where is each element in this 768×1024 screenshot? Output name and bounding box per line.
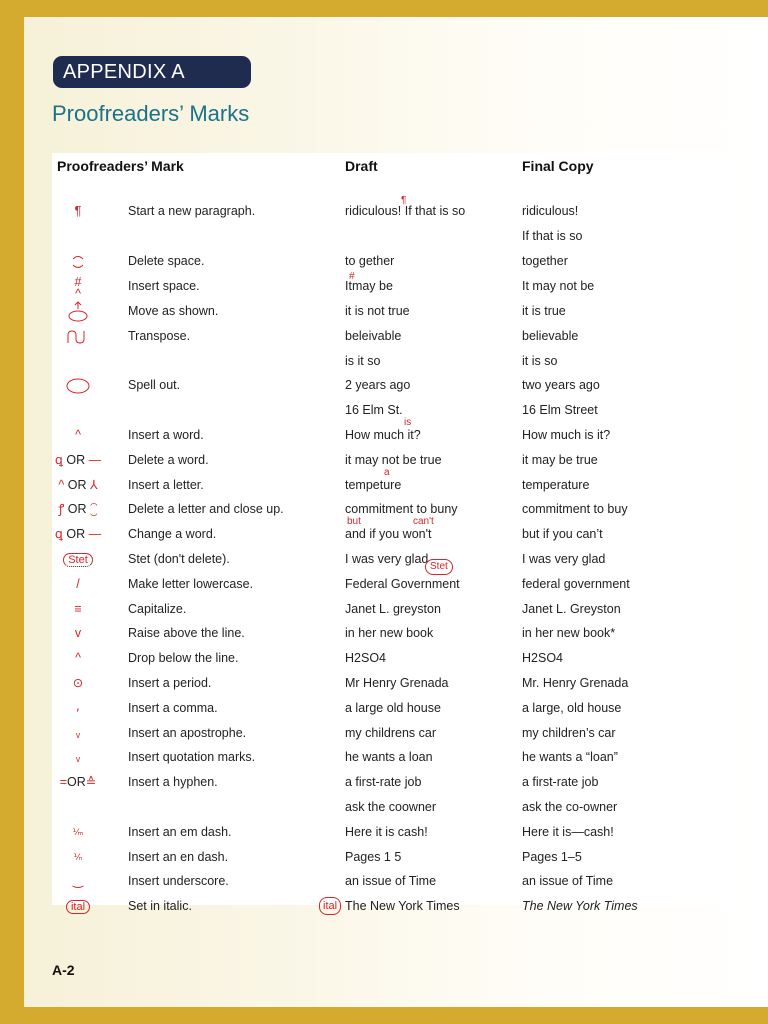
delete-mark <box>54 448 102 472</box>
final-text: in her new book* <box>522 626 616 640</box>
table-row <box>52 621 744 645</box>
caret-icon: ^ <box>58 478 65 492</box>
or-label: OR <box>67 502 87 516</box>
quotation-icon: ᵥ <box>75 750 81 764</box>
draft-text: The New York Times <box>345 899 460 913</box>
table-row <box>52 467 744 497</box>
draft-text: a large old house <box>345 701 441 715</box>
delete-icon: ꝗ <box>54 453 63 467</box>
table-row <box>52 497 744 521</box>
draft-text: Federal Government <box>345 577 460 591</box>
table-row <box>52 373 744 397</box>
table-row <box>52 299 744 323</box>
final-text: commitment to buy <box>522 502 628 516</box>
final-text: believable <box>522 329 579 343</box>
caret-icon: ^ <box>75 428 81 442</box>
final-text: If that is so <box>522 229 583 243</box>
paragraph-mark-icon: ¶ <box>74 203 82 218</box>
table-row <box>52 869 744 893</box>
strike-icon: — <box>88 453 102 467</box>
final-text: a large, old house <box>522 701 622 715</box>
or-label: OR <box>67 775 86 789</box>
table-row <box>52 195 744 223</box>
final-text: together <box>522 254 568 268</box>
hyphen-caret-icon: ≙ <box>85 775 97 789</box>
apostrophe-icon: ᵥ <box>75 726 81 740</box>
final-text: Pages 1–5 <box>522 850 582 864</box>
table-row <box>52 417 744 447</box>
appendix-label: APPENDIX A <box>53 56 251 88</box>
final-text: two years ago <box>522 378 600 392</box>
inserted-letter-mark: a <box>384 467 390 478</box>
triple-underline-icon: ≡ <box>74 602 82 616</box>
final-text: temperature <box>522 478 590 492</box>
draft-text: 16 Elm St. <box>345 403 403 417</box>
draft-text: How much it? <box>345 428 421 442</box>
draft-text: a first-rate job <box>345 775 422 789</box>
table-row <box>52 597 744 621</box>
or-label: OR <box>66 527 86 541</box>
spell-out-icon <box>54 373 102 397</box>
table-row <box>52 671 744 695</box>
or-label: OR <box>66 453 86 467</box>
table-row <box>52 795 744 819</box>
table-row <box>52 448 744 472</box>
ital-label: ital <box>66 900 90 914</box>
mark-description: Delete space. <box>128 254 205 268</box>
table-row <box>52 249 744 273</box>
slash-icon: / <box>76 577 80 591</box>
delete-close-icon: ꝭ <box>58 502 65 516</box>
mark-description: Insert space. <box>128 279 200 293</box>
stet-label: Stet <box>425 559 453 575</box>
mark-description: Insert quotation marks. <box>128 750 256 764</box>
move-icon <box>54 299 102 323</box>
replacement-word-mark: can't <box>413 516 434 527</box>
superscript-caret-icon: v <box>74 626 82 640</box>
table-row <box>52 547 744 571</box>
mark-description: Make letter lowercase. <box>128 577 254 591</box>
draft-text: ridiculous! If that is so <box>345 204 466 218</box>
mark-description: Set in italic. <box>128 899 192 913</box>
or-label: OR <box>67 478 87 492</box>
italic-mark <box>54 894 102 919</box>
table-row <box>52 224 744 248</box>
table-row <box>52 894 744 918</box>
draft-text: it is not true <box>345 304 410 318</box>
mark-description: Raise above the line. <box>128 626 245 640</box>
slash-caret-icon: ⅄ <box>89 478 98 492</box>
mark-description: Insert underscore. <box>128 874 229 888</box>
mark-description: Insert a period. <box>128 676 212 690</box>
final-text: Here it is—cash! <box>522 825 614 839</box>
final-text: ask the co-owner <box>522 800 618 814</box>
draft-text: 2 years ago <box>345 378 411 392</box>
mark-description: Transpose. <box>128 329 191 343</box>
mark-description: Insert an em dash. <box>128 825 232 839</box>
mark-description: Delete a letter and close up. <box>128 502 284 516</box>
draft-text: is it so <box>345 354 381 368</box>
ital-label: ital <box>319 897 341 915</box>
comma-icon: ⸴ <box>76 701 80 715</box>
final-text: I was very glad <box>522 552 606 566</box>
draft-text: Itmay be <box>345 279 393 293</box>
final-text: Mr. Henry Grenada <box>522 676 629 690</box>
underscore-icon: ‿ <box>72 874 84 888</box>
mark-description: Insert a hyphen. <box>128 775 218 789</box>
replacement-word-mark: but <box>347 516 361 527</box>
insert-letter-mark <box>54 473 102 497</box>
inserted-word-mark: is <box>404 417 412 428</box>
mark-description: Insert a comma. <box>128 701 218 715</box>
close-up-icon <box>54 249 102 273</box>
period-icon: ⊙ <box>72 676 84 690</box>
mark-description: Insert a word. <box>128 428 204 442</box>
mark-description: Start a new paragraph. <box>128 204 256 218</box>
final-text: it is true <box>522 304 566 318</box>
stet-mark <box>54 547 102 572</box>
table-row <box>52 516 744 546</box>
draft-text: an issue of Time <box>345 874 437 888</box>
table-row <box>52 324 744 348</box>
draft-text: my childrens car <box>345 726 436 740</box>
change-word-mark <box>54 522 102 546</box>
column-header-draft: Draft <box>345 158 378 174</box>
final-text: 16 Elm Street <box>522 403 598 417</box>
final-text: ridiculous! <box>522 204 579 218</box>
final-text: my children’s car <box>522 726 616 740</box>
draft-text: H2SO4 <box>345 651 386 665</box>
final-text: but if you can’t <box>522 527 603 541</box>
draft-text: to gether <box>345 254 395 268</box>
final-text: federal government <box>522 577 630 591</box>
mark-description: Drop below the line. <box>128 651 239 665</box>
final-text: The New York Times <box>522 899 638 913</box>
stet-label: Stet <box>63 553 93 567</box>
final-text: How much is it? <box>522 428 611 442</box>
insert-space-icon: # ^ <box>74 275 82 301</box>
draft-text: ask the coowner <box>345 800 437 814</box>
final-text: he wants a “loan” <box>522 750 618 764</box>
draft-text: he wants a loan <box>345 750 433 764</box>
draft-text: and if you won't <box>345 527 432 541</box>
draft-text: tempeture <box>345 478 402 492</box>
column-header-final: Final Copy <box>522 158 594 174</box>
hyphen-icon: = <box>59 775 68 789</box>
table-row <box>52 745 744 769</box>
delete-close-up-mark <box>54 497 102 521</box>
insert-space-icon: # <box>349 271 355 282</box>
table-row <box>52 398 744 422</box>
table-row <box>52 721 744 745</box>
final-text: it may be true <box>522 453 598 467</box>
final-text: It may not be <box>522 279 595 293</box>
mark-description: Stet (don't delete). <box>128 552 230 566</box>
change-icon: ꝗ <box>54 527 63 541</box>
table-row <box>52 271 744 301</box>
transpose-icon <box>54 324 102 348</box>
final-text: an issue of Time <box>522 874 614 888</box>
table-row <box>52 572 744 596</box>
strike-icon: — <box>88 527 102 541</box>
paragraph-mark-icon: ¶ <box>401 195 407 206</box>
column-header-mark: Proofreaders’ Mark <box>57 158 184 174</box>
table-row <box>52 349 744 373</box>
en-dash-icon: ⅟ₙ <box>73 852 83 862</box>
draft-text: beleivable <box>345 329 402 343</box>
draft-text: Mr Henry Grenada <box>345 676 449 690</box>
hyphen-mark <box>54 770 102 794</box>
table-row <box>52 646 744 670</box>
mark-description: Insert an en dash. <box>128 850 229 864</box>
page-number: A-2 <box>52 962 75 978</box>
mark-description: Insert an apostrophe. <box>128 726 247 740</box>
page-title: Proofreaders’ Marks <box>52 101 250 126</box>
draft-text: commitment to buny <box>345 502 458 516</box>
table-row <box>52 820 744 844</box>
table-row <box>52 770 744 794</box>
draft-text: Pages 1 5 <box>345 850 402 864</box>
table-row <box>52 696 744 720</box>
draft-text: in her new book <box>345 626 434 640</box>
mark-description: Insert a letter. <box>128 478 204 492</box>
mark-description: Move as shown. <box>128 304 219 318</box>
draft-text: I was very glad <box>345 552 429 566</box>
mark-description: Change a word. <box>128 527 217 541</box>
mark-description: Spell out. <box>128 378 181 392</box>
final-text: H2SO4 <box>522 651 563 665</box>
draft-text: Janet L. greyston <box>345 602 441 616</box>
mark-description: Delete a word. <box>128 453 209 467</box>
em-dash-icon: ⅟ₘ <box>72 827 84 837</box>
table-row <box>52 845 744 869</box>
final-text: it is so <box>522 354 558 368</box>
draft-text: Here it is cash! <box>345 825 428 839</box>
close-up-icon: ⁐ <box>90 502 98 516</box>
mark-description: Capitalize. <box>128 602 187 616</box>
draft-text: it may not be true <box>345 453 442 467</box>
final-text: Janet L. Greyston <box>522 602 621 616</box>
subscript-caret-icon: ^ <box>75 651 81 665</box>
final-text: a first-rate job <box>522 775 599 789</box>
